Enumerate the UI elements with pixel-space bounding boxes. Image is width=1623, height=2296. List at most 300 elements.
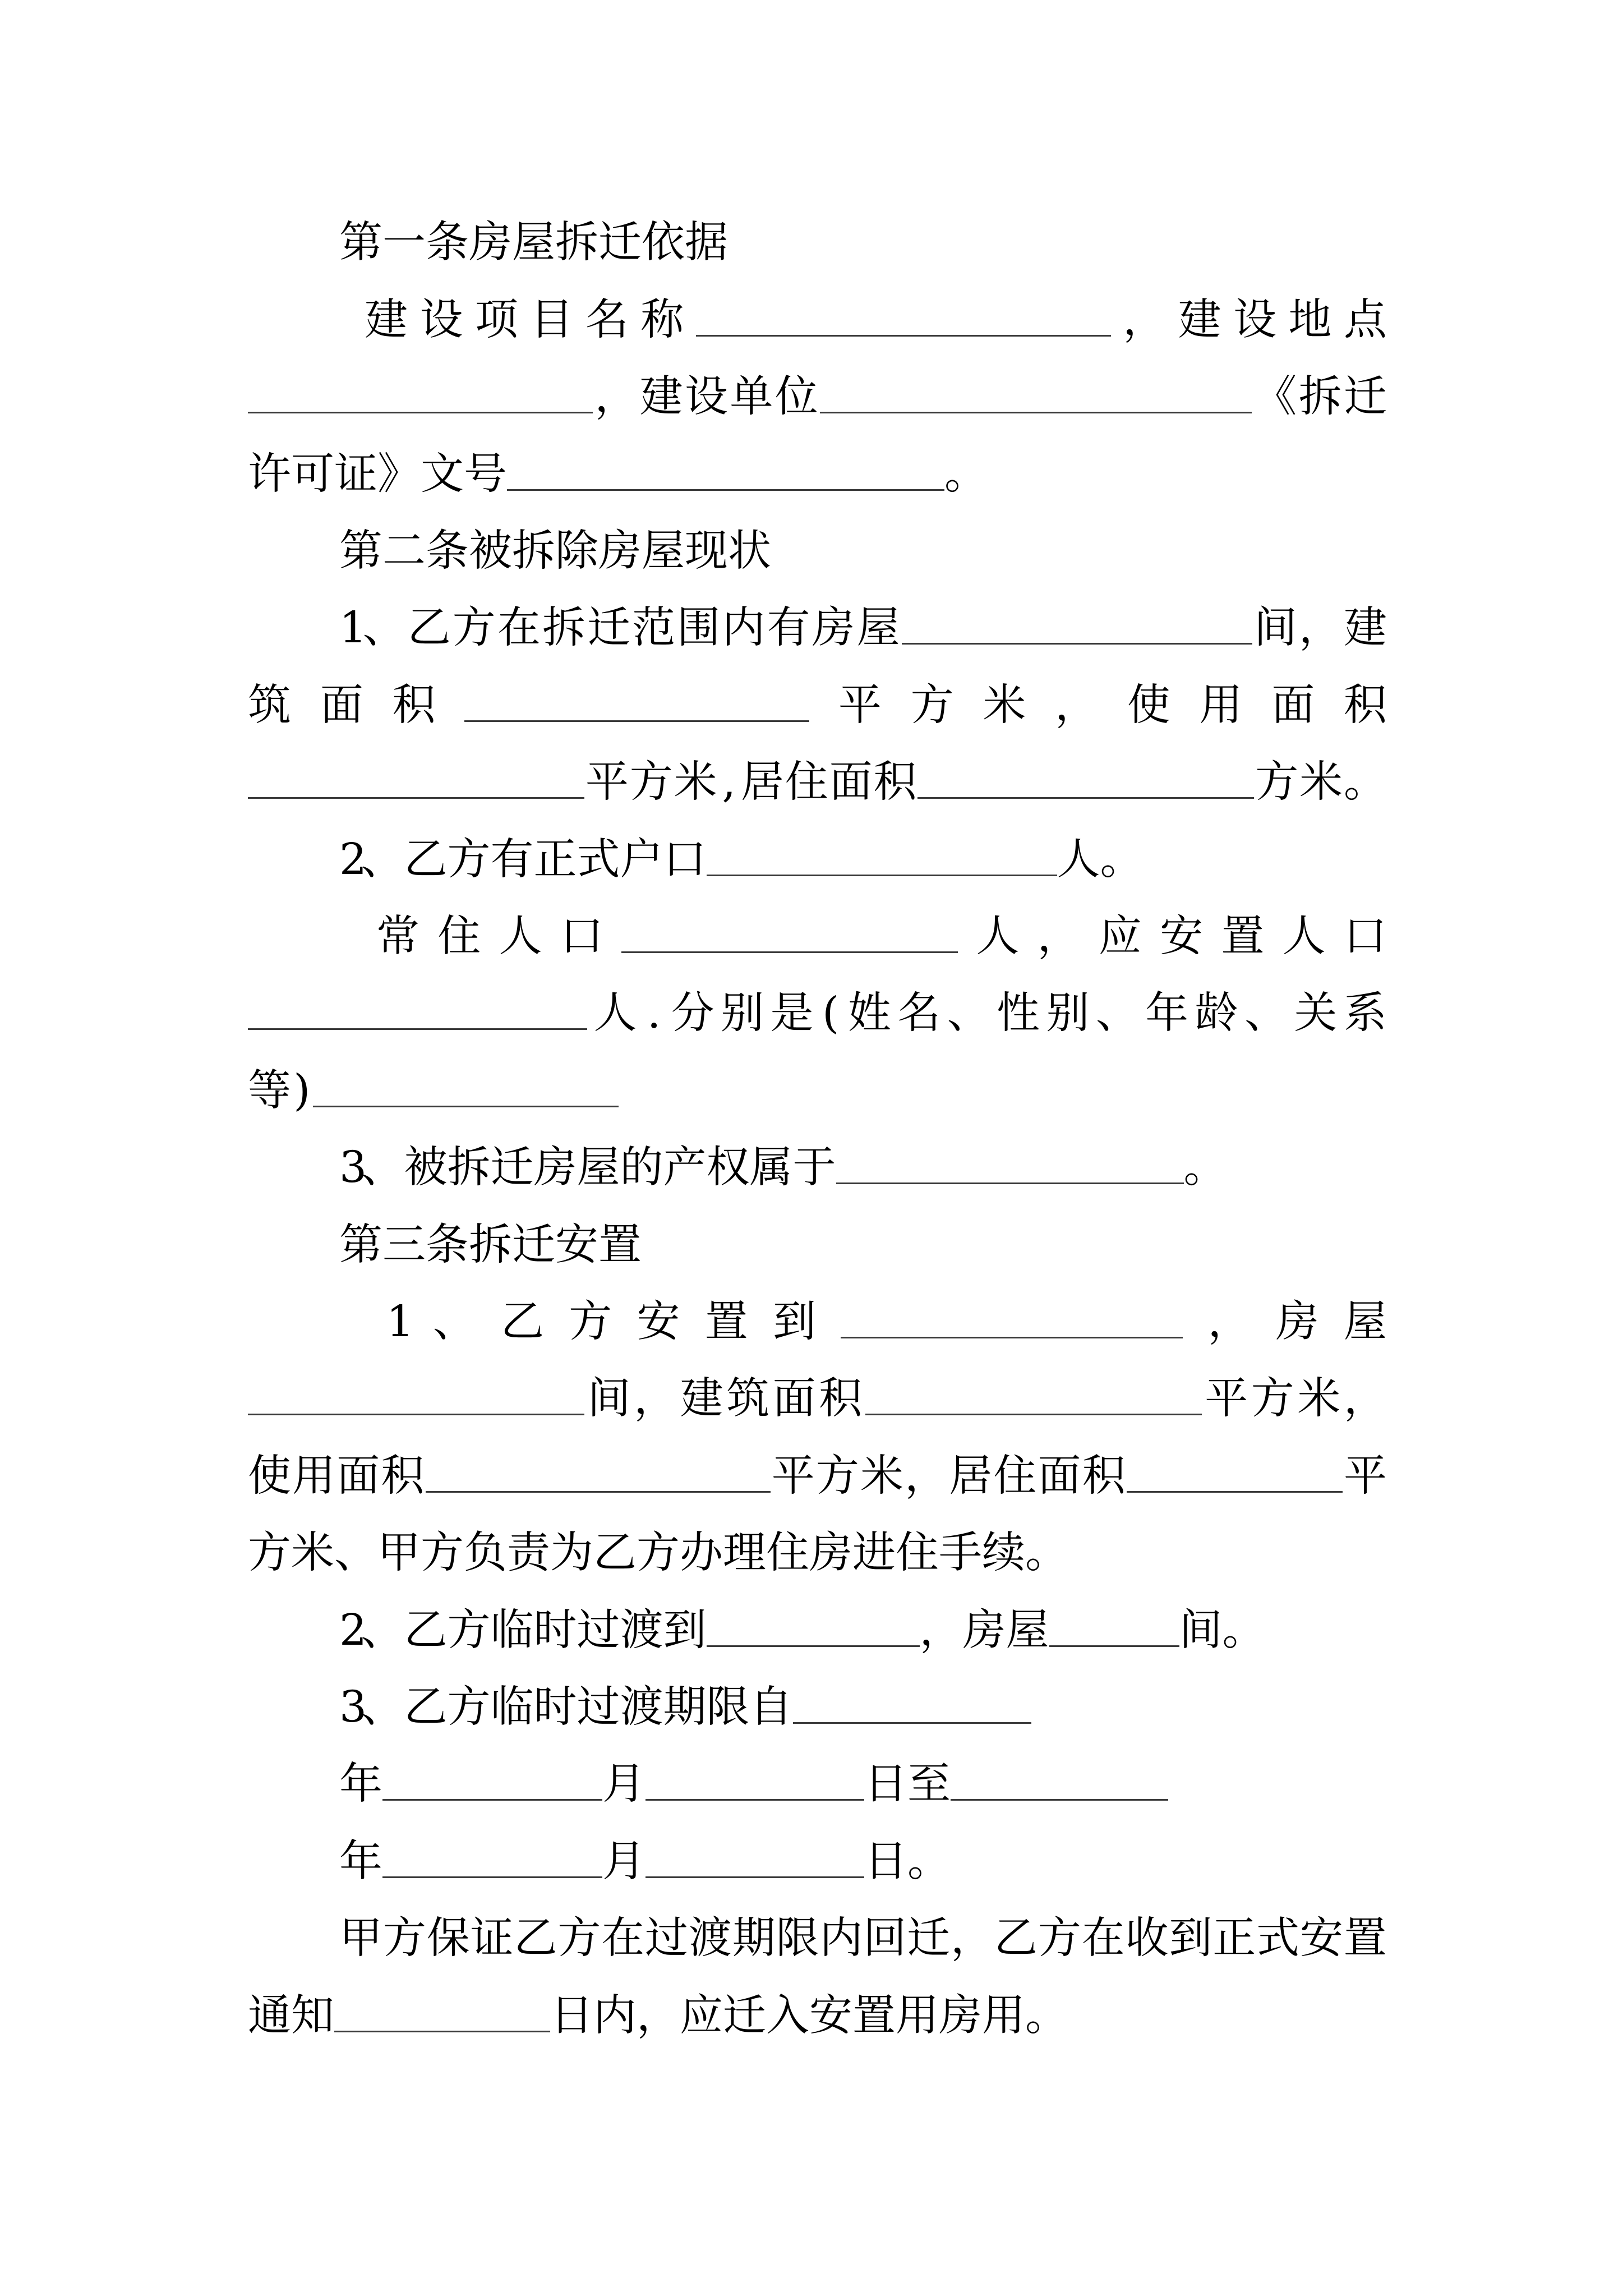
glyph: 状 — [728, 526, 771, 577]
glyph: 三 — [382, 1220, 426, 1271]
year-label — [339, 1761, 382, 1809]
glyph: 进 — [852, 1528, 896, 1579]
glyph: 拆 — [447, 1143, 491, 1193]
glyph: 《 — [1253, 372, 1297, 422]
text-line — [339, 1669, 1387, 1746]
glyph: 面 — [1038, 1451, 1081, 1502]
glyph: 至 — [907, 1759, 951, 1810]
fill-in-blank — [382, 1769, 602, 1801]
glyph: 姓 — [847, 988, 891, 1039]
glyph: 房 — [809, 1528, 852, 1579]
glyph: 拆 — [555, 218, 598, 268]
glyph: 房 — [469, 218, 512, 268]
clause-text — [248, 1530, 1068, 1577]
glyph: 单 — [730, 372, 773, 422]
glyph: 、 — [361, 835, 404, 885]
glyph: 建 — [639, 372, 683, 422]
glyph: 证 — [470, 1913, 514, 1964]
month-label — [602, 1761, 645, 1809]
glyph: 办 — [680, 1528, 723, 1579]
glyph: 应 — [680, 1991, 723, 2041]
glyph: 方 — [421, 1528, 464, 1579]
glyph: 到 — [1169, 1913, 1212, 1964]
glyph: 月 — [602, 1837, 645, 1887]
glyph: 方 — [452, 603, 496, 654]
clause-text — [1255, 759, 1387, 807]
glyph: 地 — [1288, 295, 1332, 346]
fill-in-blank — [313, 1076, 619, 1107]
glyph: 属 — [749, 1143, 793, 1193]
fill-in-blank — [902, 613, 1252, 645]
glyph: 置 — [704, 1297, 748, 1347]
clause-text — [1205, 1375, 1387, 1423]
fill-in-blank — [696, 305, 1111, 337]
glyph: 积 — [1082, 1451, 1126, 1502]
glyph: 位 — [774, 372, 818, 422]
glyph: 通 — [248, 1991, 291, 2041]
text-line — [386, 1284, 1387, 1361]
glyph: 安 — [1299, 1913, 1343, 1964]
year-label — [339, 1838, 382, 1886]
glyph: 屋 — [512, 218, 555, 268]
fill-in-blank — [382, 1847, 602, 1878]
glyph: 用 — [292, 1451, 336, 1502]
glyph: 安 — [555, 1220, 598, 1271]
glyph: . — [647, 988, 661, 1039]
glyph: 条 — [426, 218, 469, 268]
text-line — [248, 1515, 1387, 1592]
glyph: 的 — [620, 1143, 663, 1193]
text-line — [376, 899, 1387, 976]
article-heading — [339, 1207, 1387, 1284]
glyph: 、 — [334, 1528, 377, 1579]
fill-in-blank — [1127, 1461, 1343, 1493]
glyph: 拆 — [469, 1220, 512, 1271]
clause-text — [944, 451, 988, 499]
glyph: 现 — [685, 526, 728, 577]
glyph: ， — [951, 1913, 994, 1964]
glyph: 住 — [896, 1528, 939, 1579]
clause-text — [772, 1453, 1126, 1501]
glyph: 到 — [663, 1605, 707, 1656]
date-line-start — [339, 1746, 1387, 1823]
fill-in-blank — [248, 382, 593, 413]
glyph: 迁 — [1343, 372, 1387, 422]
clause-text — [588, 1375, 863, 1423]
glyph: 性 — [997, 988, 1040, 1039]
clause-text — [1344, 1453, 1387, 1501]
glyph: 平 — [1343, 1451, 1387, 1502]
glyph: 积 — [873, 757, 917, 808]
article-heading — [339, 205, 1387, 282]
clause-text — [1254, 605, 1387, 652]
fill-in-blank — [507, 459, 944, 491]
text-line — [248, 359, 1387, 436]
glyph: 入 — [766, 1991, 809, 2041]
glyph: 方 — [637, 1528, 680, 1579]
glyph: 米 — [674, 757, 717, 808]
glyph: 目 — [530, 295, 574, 346]
glyph: 依 — [642, 218, 685, 268]
fill-in-blank — [334, 2001, 550, 2032]
glyph: 人 — [976, 912, 1020, 962]
glyph: ， — [634, 1374, 677, 1424]
fill-in-blank — [1049, 1616, 1179, 1647]
glyph: 置 — [1343, 1913, 1387, 1964]
glyph: ， — [919, 1605, 963, 1656]
glyph: 屋 — [1006, 1605, 1049, 1656]
glyph: 迁 — [512, 1220, 555, 1271]
glyph: 系 — [1343, 988, 1387, 1039]
article-heading — [339, 513, 1387, 590]
clause-text — [248, 1993, 334, 2040]
glyph: 名 — [585, 295, 629, 346]
glyph: 有 — [490, 835, 534, 885]
clause-text — [248, 1068, 313, 1115]
glyph: 住 — [993, 1451, 1037, 1502]
day-label — [864, 1761, 951, 1809]
glyph: 居 — [949, 1451, 993, 1502]
glyph: 渡 — [620, 1605, 663, 1656]
glyph: 间 — [1179, 1605, 1223, 1656]
glyph: 。 — [1344, 757, 1387, 808]
glyph: 年 — [339, 1837, 382, 1887]
text-line — [248, 1438, 1387, 1515]
glyph: 积 — [1343, 680, 1387, 731]
glyph: 回 — [863, 1913, 907, 1964]
glyph: 平 — [838, 680, 882, 731]
glyph: 房 — [939, 1991, 982, 2041]
clause-text — [594, 374, 818, 421]
glyph: 。 — [1025, 1528, 1068, 1579]
glyph: 方 — [1251, 1374, 1294, 1424]
glyph: 方 — [569, 1297, 612, 1347]
glyph: 置 — [1221, 912, 1265, 962]
glyph: 拆 — [1298, 372, 1342, 422]
glyph: 房 — [598, 526, 642, 577]
clause-text — [1184, 1144, 1227, 1192]
glyph: 时 — [533, 1682, 577, 1733]
glyph: 乙 — [593, 1528, 637, 1579]
glyph: 产 — [663, 1143, 707, 1193]
glyph: 知 — [291, 1991, 334, 2041]
glyph: 是 — [770, 988, 814, 1039]
text-line — [248, 1361, 1387, 1438]
clause-text — [550, 1993, 1068, 2040]
clause-text — [339, 1607, 707, 1655]
glyph: 、 — [361, 1682, 404, 1733]
fill-in-blank — [793, 1692, 1031, 1724]
glyph: 权 — [706, 1143, 750, 1193]
glyph: 收 — [1125, 1913, 1169, 1964]
glyph: 人 — [1057, 835, 1100, 885]
glyph: 乙 — [404, 1682, 448, 1733]
date-line-end — [339, 1824, 1387, 1901]
glyph: 方 — [447, 1682, 491, 1733]
glyph: 住 — [766, 1528, 809, 1579]
glyph: 屋 — [856, 603, 900, 654]
glyph: 期 — [663, 1682, 707, 1733]
text-line — [248, 668, 1387, 744]
glyph: 房 — [962, 1605, 1006, 1656]
glyph: 方 — [1255, 757, 1299, 808]
clause-text — [376, 913, 603, 961]
glyph: 手 — [939, 1528, 982, 1579]
glyph: 设 — [419, 295, 463, 346]
glyph: 米 — [1299, 757, 1343, 808]
fill-in-blank — [820, 382, 1252, 413]
glyph: 口 — [663, 835, 707, 885]
glyph: 乙 — [407, 603, 451, 654]
glyph: 迁 — [723, 1991, 766, 2041]
glyph: 续 — [982, 1528, 1025, 1579]
glyph: 使 — [248, 1451, 291, 1502]
glyph: 期 — [732, 1913, 776, 1964]
text-line — [339, 1901, 1387, 1977]
glyph: 乙 — [501, 1297, 544, 1347]
glyph: 房 — [811, 603, 855, 654]
text-line — [339, 1593, 1387, 1669]
glyph: 内 — [593, 1991, 637, 2041]
clause-text — [976, 913, 1387, 961]
glyph: 为 — [550, 1528, 593, 1579]
glyph: 间 — [1253, 603, 1297, 654]
glyph: 建 — [1344, 603, 1387, 654]
glyph: 限 — [706, 1682, 750, 1733]
glyph: 居 — [740, 757, 784, 808]
glyph: 建 — [365, 295, 408, 346]
glyph: 迁 — [587, 603, 631, 654]
text-line — [248, 744, 1387, 821]
glyph: 平 — [1205, 1374, 1248, 1424]
glyph: 、 — [1095, 988, 1139, 1039]
glyph: 拆 — [512, 526, 555, 577]
glyph: 。 — [1025, 1991, 1068, 2041]
fill-in-blank — [836, 1153, 1184, 1184]
glyph: 日 — [550, 1991, 593, 2041]
article-heading-text — [339, 219, 728, 267]
glyph: 安 — [1160, 912, 1204, 962]
text-line — [248, 1978, 1387, 2055]
clause-text — [920, 1607, 1049, 1655]
glyph: 米 — [291, 1528, 334, 1579]
glyph: 内 — [722, 603, 766, 654]
glyph: 米 — [860, 1451, 903, 1502]
glyph: 平 — [585, 757, 629, 808]
glyph: 。 — [1222, 1605, 1266, 1656]
glyph: 在 — [601, 1913, 645, 1964]
glyph: ， — [594, 372, 638, 422]
glyph: ， — [1298, 603, 1342, 654]
clause-text — [248, 451, 507, 499]
glyph: 平 — [771, 1451, 815, 1502]
glyph: , — [722, 757, 736, 808]
text-line — [248, 1053, 1387, 1130]
glyph: 甲 — [377, 1528, 421, 1579]
glyph: 米 — [1297, 1374, 1341, 1424]
glyph: 住 — [437, 912, 481, 962]
fill-in-blank — [865, 1384, 1202, 1415]
clause-text — [339, 836, 707, 884]
clause-text — [838, 682, 1387, 730]
glyph: 、 — [361, 1143, 404, 1193]
glyph: 临 — [490, 1605, 534, 1656]
glyph: 许 — [248, 449, 291, 500]
glyph: 面 — [336, 1451, 380, 1502]
glyph: 。 — [1183, 1143, 1227, 1193]
month-label — [602, 1838, 645, 1886]
glyph: 房 — [1275, 1297, 1319, 1347]
fill-in-blank — [645, 1847, 864, 1878]
glyph: 别 — [1046, 988, 1090, 1039]
glyph: 面 — [320, 680, 363, 731]
glyph: 自 — [749, 1682, 793, 1733]
text-line — [365, 282, 1387, 359]
glyph: 责 — [507, 1528, 550, 1579]
fill-in-blank — [645, 1769, 864, 1801]
clause-text — [593, 990, 1387, 1038]
fill-in-blank — [841, 1307, 1183, 1338]
glyph: 条 — [426, 1220, 469, 1271]
glyph: 安 — [809, 1991, 852, 2041]
glyph: 方 — [629, 757, 673, 808]
glyph: 渡 — [620, 1682, 663, 1733]
glyph: 、 — [361, 1605, 404, 1656]
glyph: 米 — [983, 680, 1026, 731]
glyph: ， — [637, 1991, 680, 2041]
fill-in-blank — [464, 691, 809, 722]
glyph: 时 — [533, 1605, 577, 1656]
glyph: ， — [1037, 912, 1081, 962]
glyph: 乙 — [404, 835, 448, 885]
glyph: 式 — [577, 835, 620, 885]
glyph: 屋 — [1344, 1297, 1387, 1347]
clause-text — [1253, 374, 1387, 421]
glyph: 被 — [469, 526, 512, 577]
glyph: 人 — [593, 988, 637, 1039]
glyph: 。 — [1100, 835, 1144, 885]
glyph: 使 — [1127, 680, 1170, 731]
clause-text — [386, 1299, 816, 1346]
glyph: 范 — [632, 603, 676, 654]
glyph: ， — [905, 1451, 948, 1502]
glyph: 用 — [1199, 680, 1243, 731]
glyph: 用 — [896, 1991, 939, 2041]
glyph: 第 — [339, 1220, 382, 1271]
glyph: 日 — [864, 1759, 907, 1810]
clause-text — [365, 297, 684, 344]
glyph: 方 — [910, 680, 954, 731]
glyph: ， — [1123, 295, 1166, 346]
glyph: 过 — [577, 1682, 620, 1733]
glyph: 年 — [339, 1759, 382, 1810]
glyph: 面 — [772, 1374, 816, 1424]
glyph: 方 — [248, 1528, 291, 1579]
glyph: 可 — [291, 449, 334, 500]
glyph: 住 — [785, 757, 828, 808]
glyph: 式 — [1256, 1913, 1300, 1964]
glyph: 建 — [1178, 295, 1221, 346]
glyph: 别 — [721, 988, 764, 1039]
glyph: 积 — [392, 680, 436, 731]
glyph: 积 — [381, 1451, 425, 1502]
glyph: 建 — [680, 1374, 723, 1424]
glyph: 2 — [339, 1605, 367, 1656]
glyph: 围 — [677, 603, 721, 654]
glyph: 方 — [815, 1451, 859, 1502]
glyph: 人 — [1282, 912, 1326, 962]
glyph: 项 — [474, 295, 518, 346]
glyph: 、 — [362, 603, 406, 654]
clause-text — [1123, 297, 1387, 344]
article-heading-text — [339, 528, 771, 576]
glyph: 设 — [1233, 295, 1277, 346]
glyph: 渡 — [688, 1913, 732, 1964]
glyph: 设 — [684, 372, 728, 422]
glyph: 、 — [947, 988, 990, 1039]
glyph: 证 — [334, 449, 377, 500]
glyph: ， — [1207, 1297, 1251, 1347]
glyph: 3 — [339, 1143, 367, 1193]
article-heading-text — [339, 1222, 642, 1269]
clause-text — [339, 1915, 1387, 1963]
fill-in-blank — [248, 767, 584, 799]
glyph: 名 — [897, 988, 941, 1039]
glyph: ( — [822, 988, 840, 1039]
fill-in-blank — [248, 1384, 584, 1415]
glyph: ) — [293, 1066, 311, 1116]
glyph: 房 — [533, 1143, 577, 1193]
glyph: 乙 — [994, 1913, 1038, 1964]
glyph: 口 — [560, 912, 603, 962]
glyph: 迁 — [907, 1913, 951, 1964]
glyph: 积 — [819, 1374, 863, 1424]
glyph: 乙 — [404, 1605, 448, 1656]
glyph: 称 — [640, 295, 684, 346]
glyph: 日 — [864, 1837, 907, 1887]
glyph: 关 — [1294, 988, 1338, 1039]
glyph: 等 — [248, 1066, 291, 1116]
text-line — [339, 590, 1387, 667]
fill-in-blank — [248, 999, 587, 1030]
glyph: 据 — [685, 218, 728, 268]
glyph: 正 — [1212, 1913, 1256, 1964]
fill-in-blank — [707, 1616, 920, 1647]
clause-text — [339, 605, 900, 652]
fill-in-blank — [951, 1769, 1168, 1801]
glyph: 人 — [499, 912, 542, 962]
glyph: 安 — [637, 1297, 680, 1347]
glyph: 内 — [819, 1913, 863, 1964]
glyph: 迁 — [490, 1143, 534, 1193]
glyph: 除 — [555, 526, 598, 577]
glyph: 。 — [944, 449, 988, 500]
glyph: 第 — [339, 526, 382, 577]
glyph: 》 — [377, 449, 421, 500]
glyph: 、 — [1244, 988, 1288, 1039]
glyph: 理 — [723, 1528, 766, 1579]
glyph: 置 — [852, 1991, 896, 2041]
glyph: 二 — [382, 526, 426, 577]
glyph: 分 — [671, 988, 714, 1039]
glyph: 拆 — [542, 603, 585, 654]
glyph: 在 — [1081, 1913, 1125, 1964]
glyph: 1 — [386, 1297, 414, 1347]
clause-text — [248, 682, 435, 730]
glyph: ， — [1055, 680, 1099, 731]
clause-text — [585, 759, 917, 807]
glyph: 2 — [339, 835, 367, 885]
